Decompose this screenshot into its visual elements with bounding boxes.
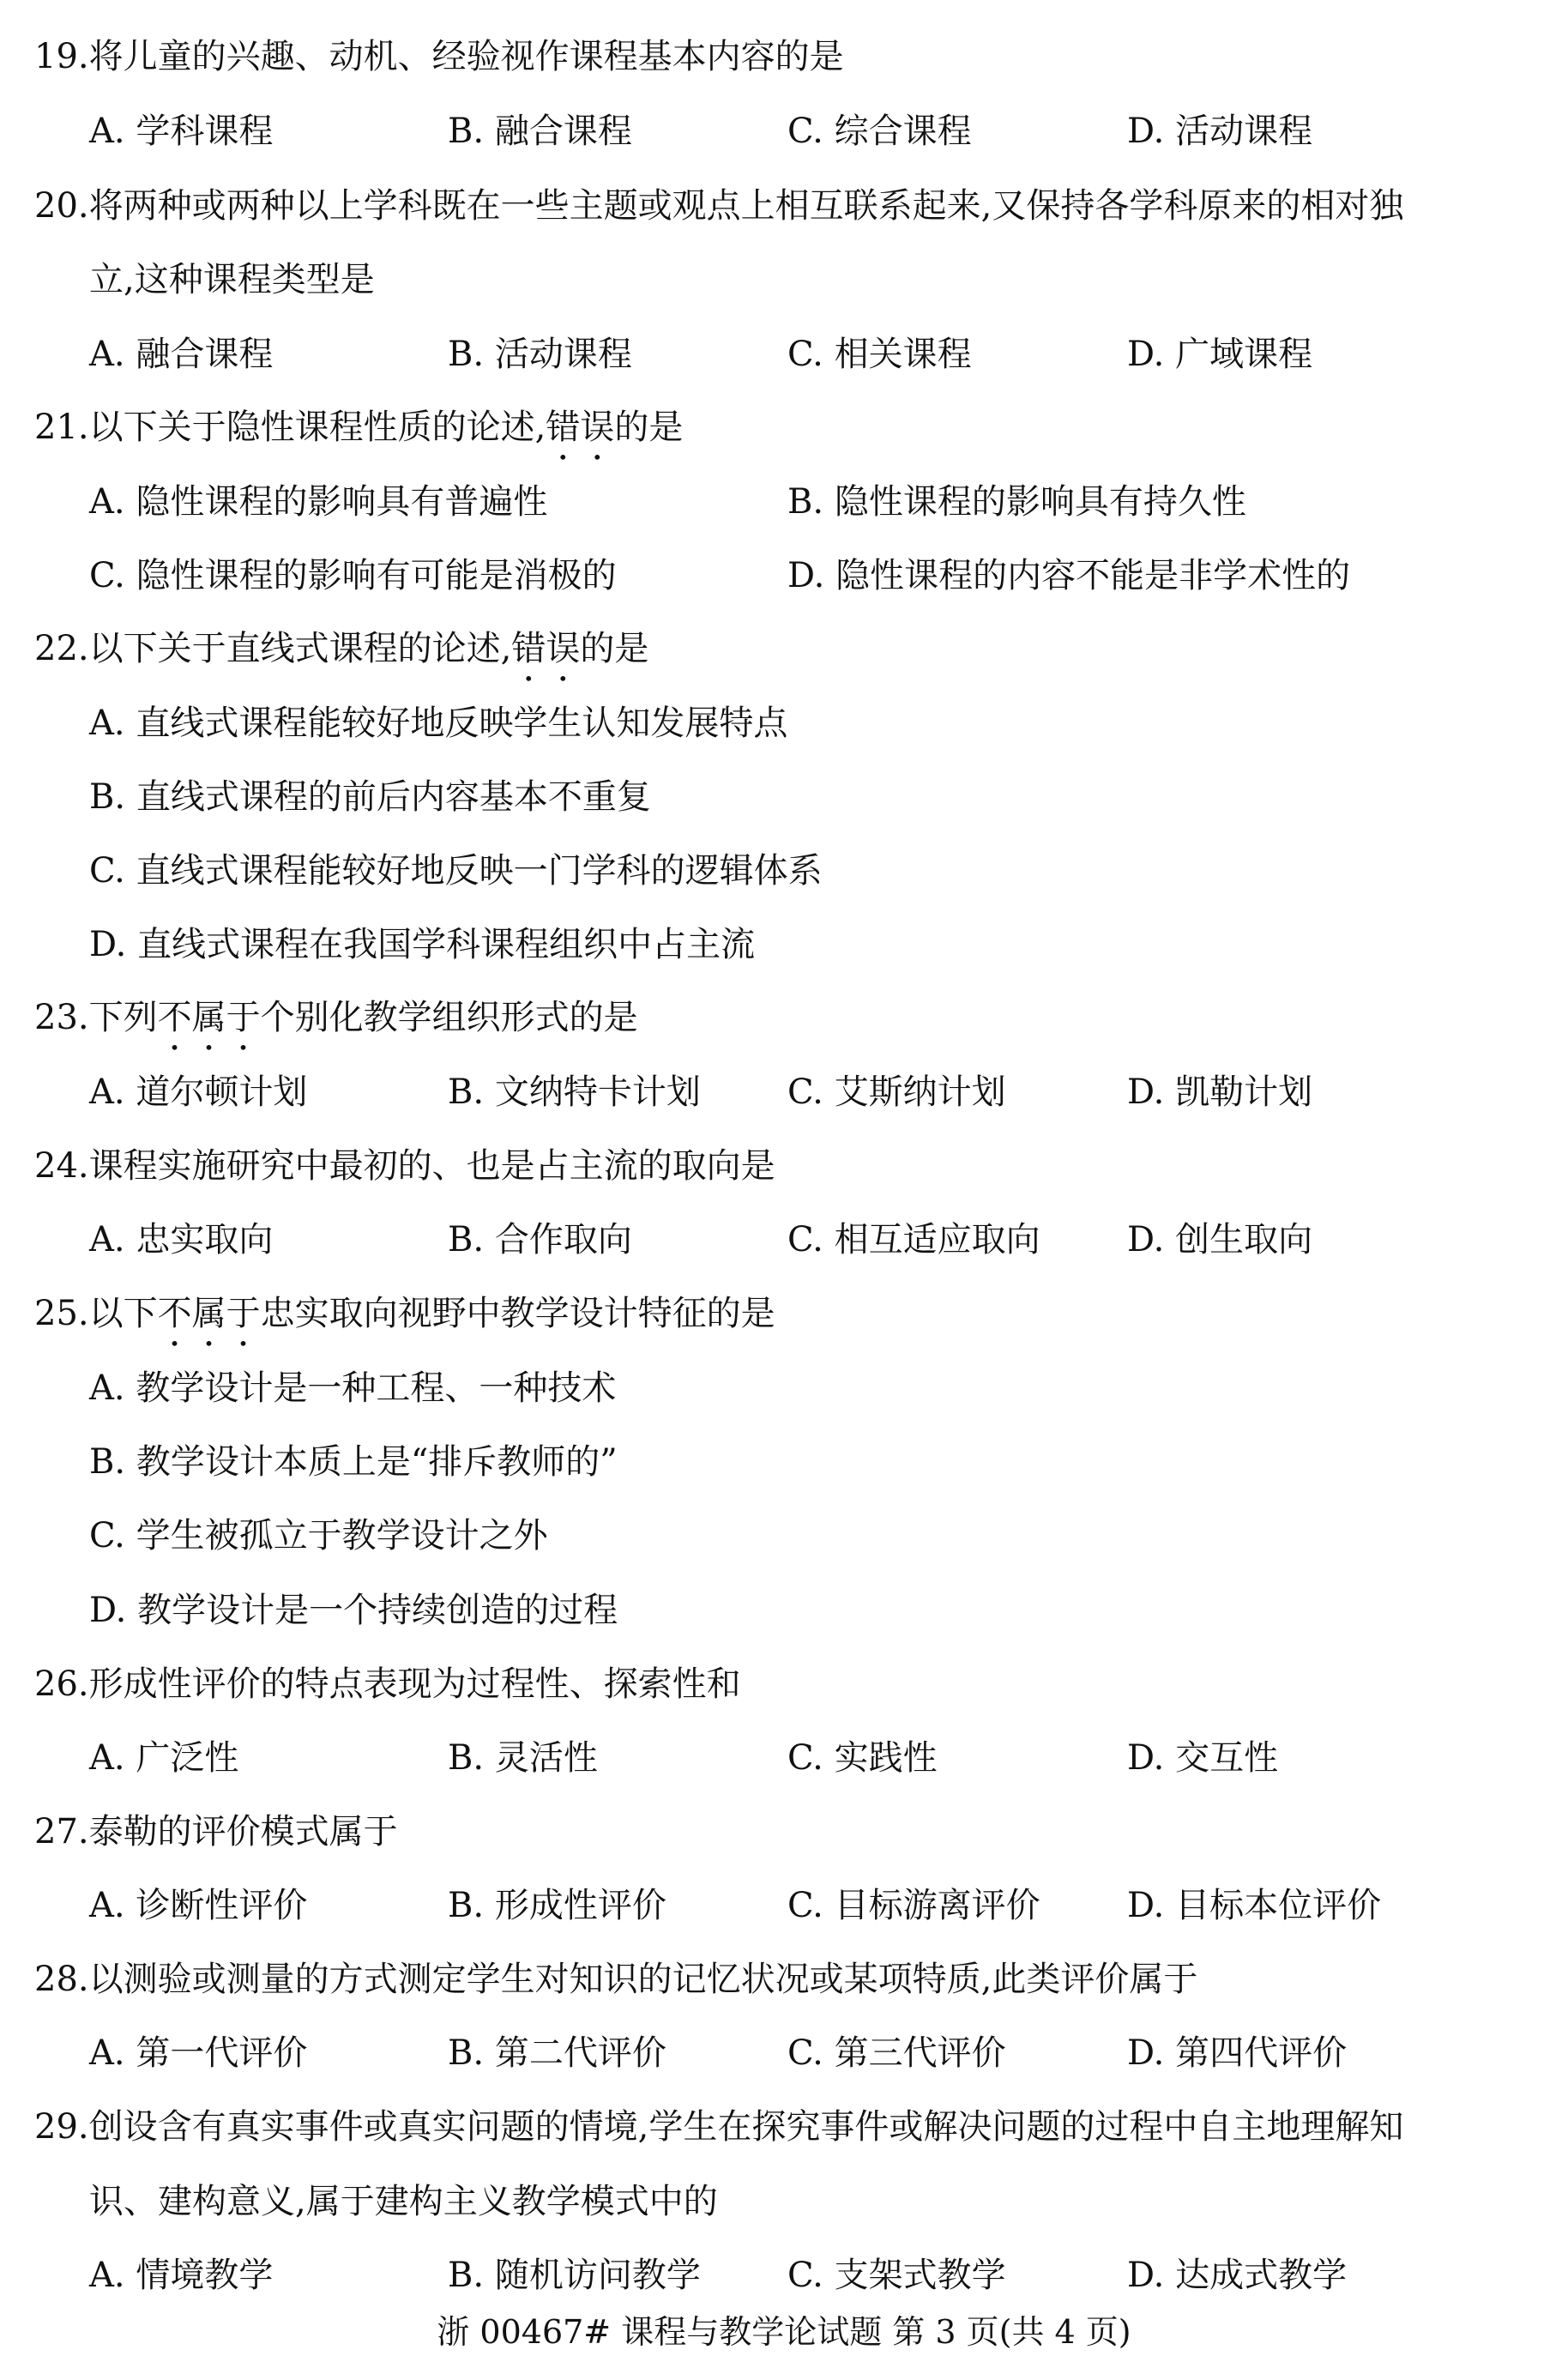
option-c[interactable]: C. 相关课程 xyxy=(787,335,972,374)
option-a[interactable]: A. 教学设计是一种工程、一种技术 xyxy=(89,1368,617,1408)
emphasis-mark: 错误 xyxy=(511,629,581,668)
option-a[interactable]: A. 忠实取向 xyxy=(89,1220,274,1259)
question-26-options xyxy=(0,1734,1568,1782)
option-d[interactable]: D. 创生取向 xyxy=(1127,1220,1313,1259)
question-22-stem: 22.以下关于直线式课程的论述,错误的是 xyxy=(34,629,649,668)
option-a[interactable]: A. 道尔顿计划 xyxy=(89,1072,308,1112)
question-29-stem-continued: 识、建构意义,属于建构主义教学模式中的 xyxy=(89,2182,718,2221)
question-20-stem-continued: 立,这种课程类型是 xyxy=(89,260,375,299)
option-b[interactable]: B. 教学设计本质上是“排斥教师的” xyxy=(89,1442,618,1482)
option-d[interactable]: D. 目标本位评价 xyxy=(1127,1886,1382,1925)
option-c[interactable]: C. 艾斯纳计划 xyxy=(787,1072,1006,1112)
option-c[interactable]: C. 直线式课程能较好地反映一门学科的逻辑体系 xyxy=(89,851,823,891)
question-21-stem: 21.以下关于隐性课程性质的论述,错误的是 xyxy=(34,408,684,447)
option-d[interactable]: D. 隐性课程的内容不能是非学术性的 xyxy=(787,556,1351,595)
option-c[interactable]: C. 支架式教学 xyxy=(787,2256,1006,2295)
option-b[interactable]: B. 形成性评价 xyxy=(448,1886,666,1925)
question-25-stem: 25.以下不属于忠实取向视野中教学设计特征的是 xyxy=(34,1294,775,1333)
emphasis-mark: 错误 xyxy=(546,408,615,447)
question-27-stem: 27.泰勒的评价模式属于 xyxy=(34,1812,398,1851)
option-c[interactable]: C. 隐性课程的影响有可能是消极的 xyxy=(89,556,617,595)
question-23-stem: 23.下列不属于个别化教学组织形式的是 xyxy=(34,998,638,1037)
question-19-options xyxy=(0,107,1568,155)
option-a[interactable]: A. 第一代评价 xyxy=(89,2033,308,2073)
option-b[interactable]: B. 隐性课程的影响具有持久性 xyxy=(787,482,1246,522)
option-c[interactable]: C. 第三代评价 xyxy=(787,2033,1006,2073)
question-19-stem: 19.将儿童的兴趣、动机、经验视作课程基本内容的是 xyxy=(34,37,844,76)
option-c[interactable]: C. 学生被孤立于教学设计之外 xyxy=(89,1516,548,1555)
question-21-options-row1 xyxy=(0,478,1568,526)
option-b[interactable]: B. 活动课程 xyxy=(448,335,632,374)
option-b[interactable]: B. 灵活性 xyxy=(448,1738,598,1778)
option-b[interactable]: B. 第二代评价 xyxy=(448,2033,666,2073)
option-d[interactable]: D. 教学设计是一个持续创造的过程 xyxy=(89,1591,618,1630)
question-28-options xyxy=(0,2029,1568,2077)
option-b[interactable]: B. 文纳特卡计划 xyxy=(448,1072,701,1112)
option-c[interactable]: C. 相互适应取向 xyxy=(787,1220,1040,1259)
question-20-stem: 20.将两种或两种以上学科既在一些主题或观点上相互联系起来,又保持各学科原来的相对独 xyxy=(34,186,1404,226)
question-28-stem: 28.以测验或测量的方式测定学生对知识的记忆状况或某项特质,此类评价属于 xyxy=(34,1960,1198,1999)
question-24-options xyxy=(0,1216,1568,1264)
option-d[interactable]: D. 活动课程 xyxy=(1127,112,1313,151)
option-b[interactable]: B. 合作取向 xyxy=(448,1220,632,1259)
option-d[interactable]: D. 第四代评价 xyxy=(1127,2033,1348,2073)
question-29-stem: 29.创设含有真实事件或真实问题的情境,学生在探究事件或解决问题的过程中自主地理解知 xyxy=(34,2107,1404,2147)
emphasis-mark: 不属于 xyxy=(157,1294,261,1333)
option-a[interactable]: A. 学科课程 xyxy=(89,112,274,151)
option-a[interactable]: A. 情境教学 xyxy=(89,2256,274,2295)
option-a[interactable]: A. 隐性课程的影响具有普遍性 xyxy=(89,482,548,522)
option-d[interactable]: D. 广域课程 xyxy=(1127,335,1313,374)
question-29-options xyxy=(0,2251,1568,2299)
option-c[interactable]: C. 综合课程 xyxy=(787,112,972,151)
question-20-options xyxy=(0,330,1568,378)
question-21-options-row2 xyxy=(0,552,1568,600)
option-c[interactable]: C. 目标游离评价 xyxy=(787,1886,1040,1925)
option-b[interactable]: B. 随机访问教学 xyxy=(448,2256,701,2295)
question-27-options xyxy=(0,1882,1568,1930)
option-d[interactable]: D. 交互性 xyxy=(1127,1738,1279,1778)
question-23-options xyxy=(0,1068,1568,1116)
page-footer: 浙 00467# 课程与教学论试题 第 3 页(共 4 页) xyxy=(437,2313,1131,2351)
option-d[interactable]: D. 达成式教学 xyxy=(1127,2256,1348,2295)
question-24-stem: 24.课程实施研究中最初的、也是占主流的取向是 xyxy=(34,1146,775,1186)
option-a[interactable]: A. 直线式课程能较好地反映学生认知发展特点 xyxy=(89,704,788,743)
option-b[interactable]: B. 直线式课程的前后内容基本不重复 xyxy=(89,777,651,817)
option-d[interactable]: D. 凯勒计划 xyxy=(1127,1072,1313,1112)
option-b[interactable]: B. 融合课程 xyxy=(448,112,632,151)
option-a[interactable]: A. 广泛性 xyxy=(89,1738,239,1778)
option-a[interactable]: A. 诊断性评价 xyxy=(89,1886,308,1925)
option-d[interactable]: D. 直线式课程在我国学科课程组织中占主流 xyxy=(89,925,756,964)
emphasis-mark: 不属于 xyxy=(157,998,261,1037)
option-a[interactable]: A. 融合课程 xyxy=(89,335,274,374)
question-26-stem: 26.形成性评价的特点表现为过程性、探索性和 xyxy=(34,1664,741,1704)
option-c[interactable]: C. 实践性 xyxy=(787,1738,938,1778)
